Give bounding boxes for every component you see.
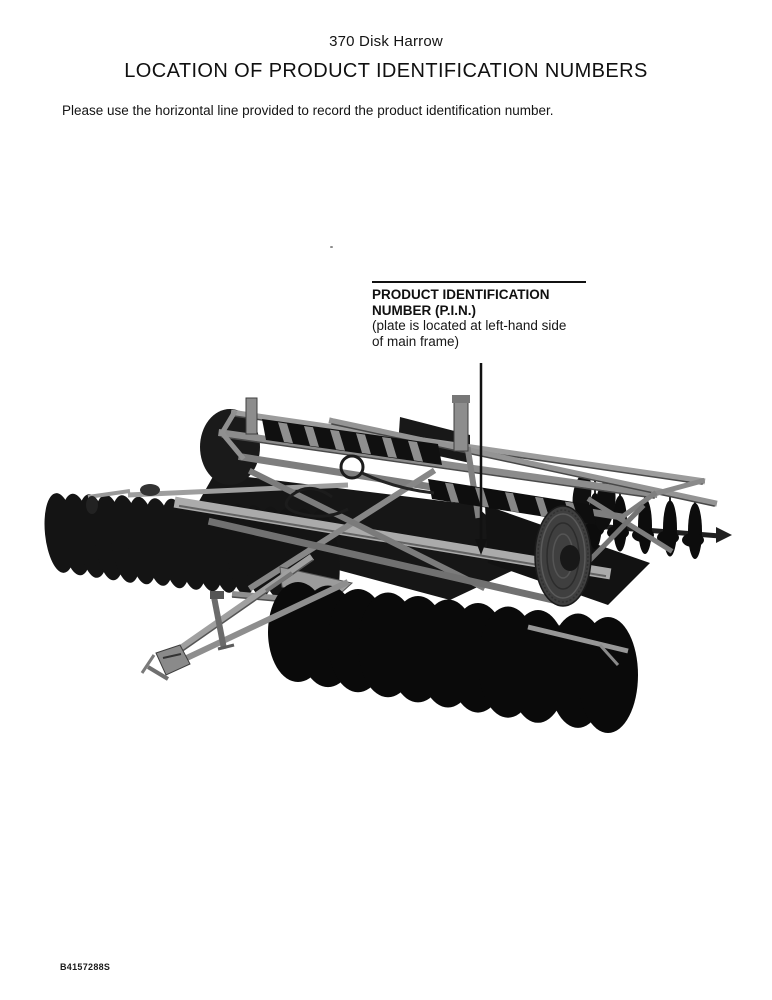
model-title: 370 Disk Harrow	[329, 33, 443, 50]
scan-speck	[330, 246, 333, 248]
front-disk-gang	[268, 582, 638, 733]
figure-code: B4157288S	[60, 962, 111, 972]
pin-callout	[372, 281, 594, 349]
callout-line-4: of main frame)	[372, 333, 460, 349]
frame-mast-post	[454, 397, 468, 451]
transport-tire	[535, 506, 591, 606]
instruction-text: Please use the horizontal line provided to record the product identification number.	[62, 103, 554, 118]
callout-line-2: NUMBER (P.I.N.)	[372, 302, 477, 318]
callout-line-1: PRODUCT IDENTIFICATION	[372, 287, 550, 302]
callout-line-3: (plate is located at left-hand side	[372, 318, 567, 333]
pin-record-line	[372, 281, 586, 283]
tire-hub	[560, 545, 580, 571]
disk-harrow-illustration	[30, 355, 770, 740]
frame-left-post	[246, 398, 257, 434]
page-title: LOCATION OF PRODUCT IDENTIFICATION NUMBERS	[124, 60, 648, 82]
